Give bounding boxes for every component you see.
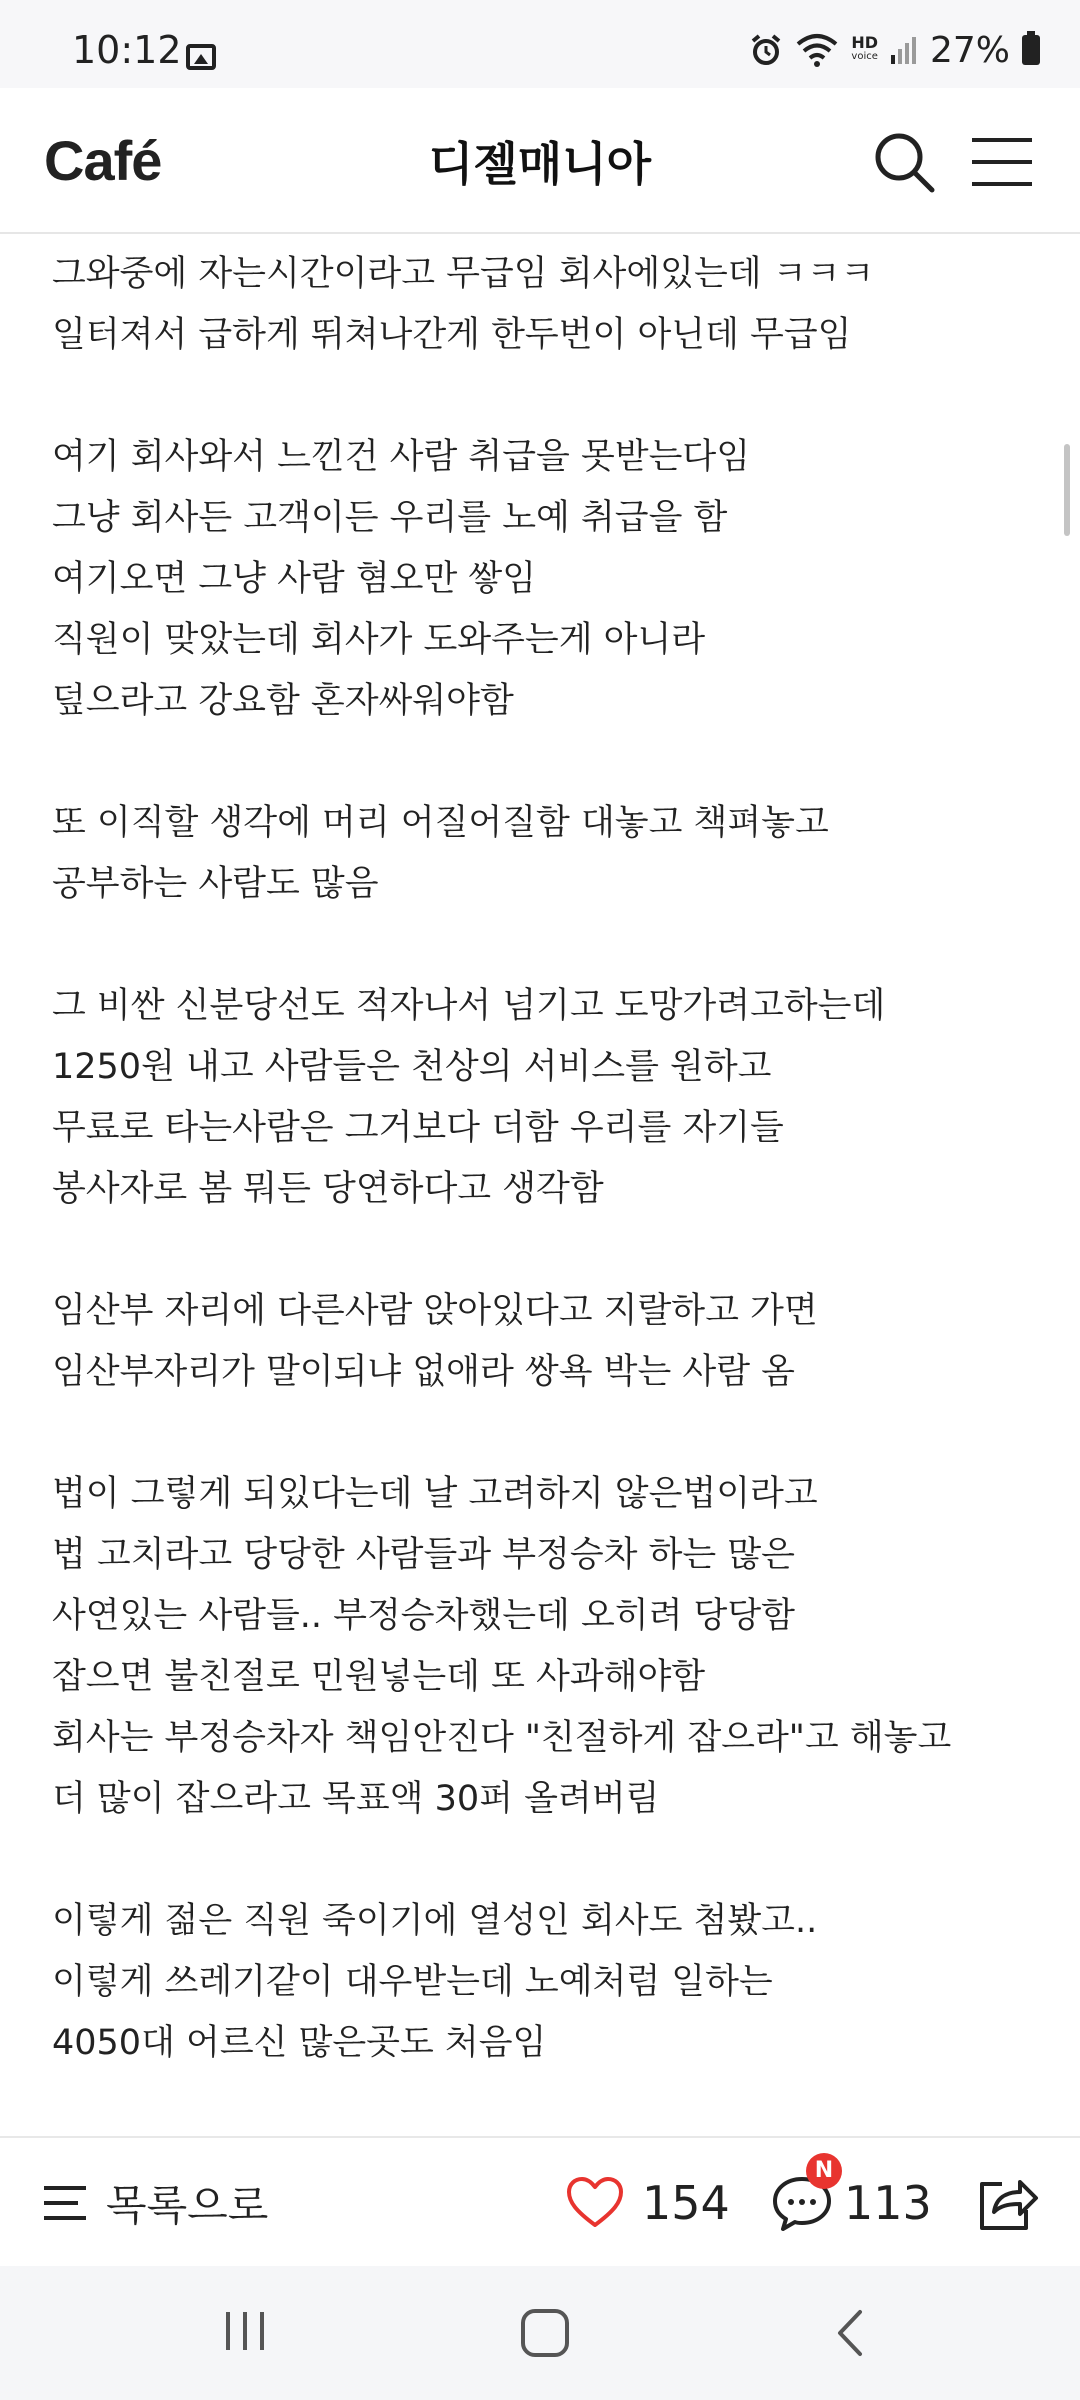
post-blank-line [52, 1403, 1040, 1464]
post-line: 그냥 회사든 고객이든 우리를 노예 취급을 함 [52, 498, 728, 538]
comment-button[interactable] [770, 2158, 932, 2238]
like-button[interactable] [566, 2168, 730, 2238]
page-title[interactable]: 디젤매니아 [428, 137, 652, 191]
post-line: 무료로 타는사람은 그거보다 더함 우리를 자기들 [52, 1108, 784, 1148]
alarm-icon [749, 33, 783, 67]
battery-icon [1022, 35, 1040, 65]
post-line: 1250원 내고 사람들은 천상의 서비스를 원하고 [52, 1047, 772, 1087]
post-line: 또 이직할 생각에 머리 어질어질함 대놓고 책펴놓고 [52, 803, 829, 843]
post-line: 임산부 자리에 다른사람 앉아있다고 지랄하고 가면 [52, 1291, 818, 1331]
search-icon[interactable] [866, 124, 942, 200]
like-count: 154 [642, 2176, 730, 2230]
post-line: 이렇게 젊은 직원 죽이기에 열성인 회사도 첨봤고.. [52, 1901, 818, 1941]
post-blank-line [52, 1220, 1040, 1281]
post-line: 그와중에 자는시간이라고 무급임 회사에있는데 ㅋㅋㅋ [52, 254, 875, 294]
comment-count: 113 [844, 2176, 932, 2230]
share-icon[interactable] [974, 2170, 1040, 2236]
comment-icon-wrap [770, 2158, 834, 2235]
post-line: 잡으면 불친절로 민원넣는데 또 사과해야함 [52, 1657, 706, 1697]
status-bar [0, 0, 1080, 88]
menu-icon[interactable] [966, 126, 1038, 198]
status-time: 10:12 [72, 28, 182, 72]
post-line: 이렇게 쓰레기같이 대우받는데 노예처럼 일하는 [52, 1962, 773, 2002]
signal-icon [890, 35, 918, 65]
post-blank-line [52, 1830, 1040, 1891]
post-line: 공부하는 사람도 많음 [52, 864, 379, 904]
post-line: 더 많이 잡으라고 목표액 30퍼 올려버림 [52, 1779, 660, 1819]
post-content[interactable] [0, 236, 1080, 2136]
home-icon[interactable] [518, 2306, 572, 2360]
post-line: 법이 그렇게 되있다는데 날 고려하지 않은법이라고 [52, 1474, 818, 1514]
cafe-logo[interactable]: Café [44, 129, 162, 192]
post-line: 일터져서 급하게 뛰쳐나간게 한두번이 아닌데 무급임 [52, 315, 852, 355]
post-line: 법 고치라고 당당한 사람들과 부정승차 하는 많은 [52, 1535, 795, 1575]
scrollbar-thumb[interactable] [1064, 444, 1070, 536]
post-blank-line [52, 732, 1040, 793]
bottom-action-bar [0, 2136, 1080, 2266]
post-line: 그 비싼 신분당선도 적자나서 넘기고 도망가려고하는데 [52, 986, 886, 1026]
post-line: 여기오면 그냥 사람 혐오만 쌓임 [52, 559, 537, 599]
post-line: 사연있는 사람들.. 부정승차했는데 오히려 당당함 [52, 1596, 795, 1636]
app-header [0, 88, 1080, 234]
post-line: 4050대 어르신 많은곳도 처음임 [52, 2023, 547, 2063]
list-menu-icon [42, 2183, 88, 2223]
back-to-list-button[interactable] [42, 2168, 268, 2238]
post-line: 봉사자로 봄 뭐든 당연하다고 생각함 [52, 1169, 604, 1209]
post-blank-line [52, 366, 1040, 427]
wifi-icon [795, 32, 839, 68]
voice-label: voice [851, 51, 878, 62]
heart-icon [566, 2177, 624, 2229]
gallery-icon [186, 44, 216, 70]
hd-label: HD [851, 33, 878, 52]
status-icons [749, 30, 1040, 70]
post-line: 회사는 부정승차자 책임안진다 "친절하게 잡으라"고 해놓고 [52, 1718, 952, 1758]
back-icon[interactable] [826, 2306, 872, 2360]
system-nav-bar [0, 2266, 1080, 2400]
battery-percent: 27% [929, 29, 1010, 71]
back-to-list-label: 목록으로 [106, 2181, 269, 2230]
new-comment-badge: N [806, 2153, 842, 2189]
hd-voice-icon [851, 33, 878, 64]
post-line: 임산부자리가 말이되냐 없애라 쌍욕 박는 사람 옴 [52, 1352, 795, 1392]
post-line: 여기 회사와서 느낀건 사람 취급을 못받는다임 [52, 437, 751, 477]
post-line: 직원이 맞았는데 회사가 도와주는게 아니라 [52, 620, 706, 660]
post-line: 덮으라고 강요함 혼자싸워야함 [52, 681, 514, 721]
recents-icon[interactable] [222, 2306, 268, 2356]
post-blank-line [52, 915, 1040, 976]
